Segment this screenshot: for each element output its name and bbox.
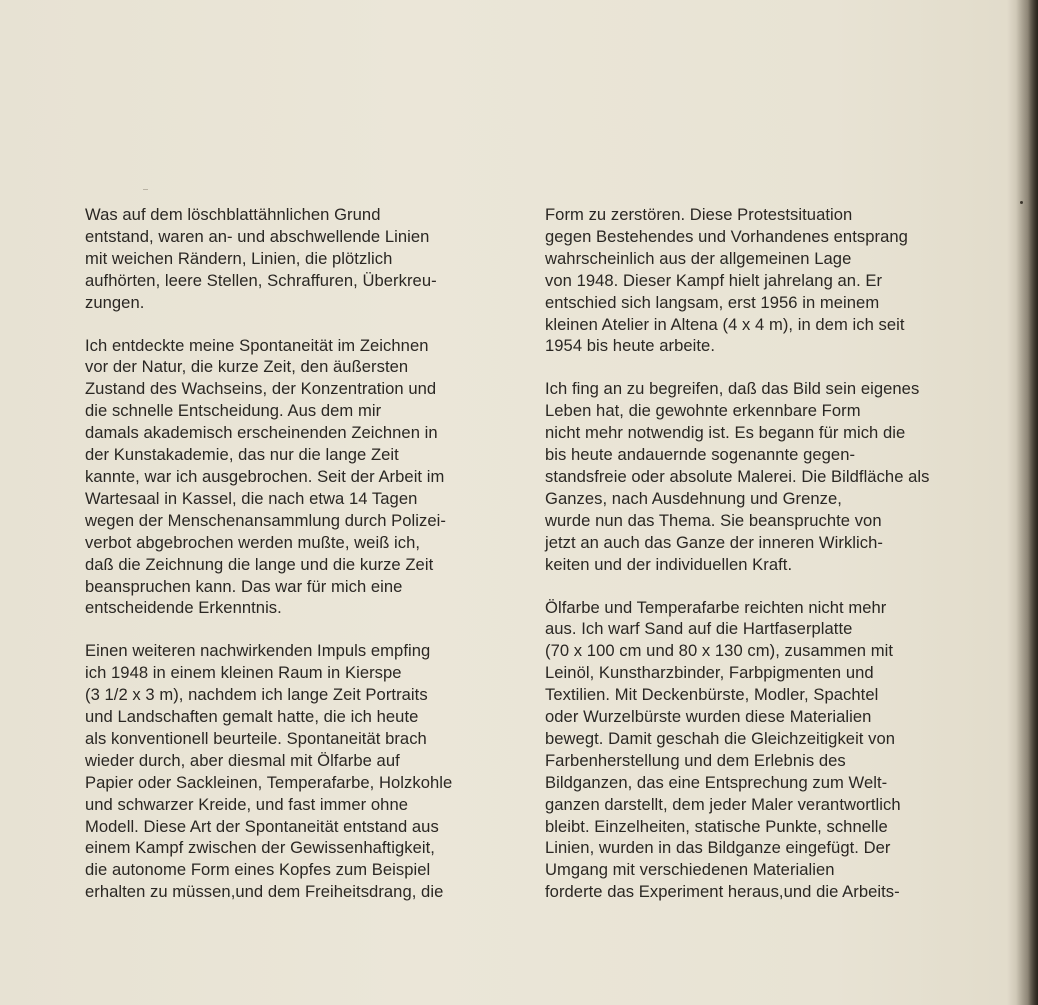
right-text-column (545, 204, 1005, 924)
text-line: Was auf dem löschblattähnlichen Grund (85, 205, 381, 224)
text-line: (3 1/2 x 3 m), nachdem ich lange Zeit Portraits (85, 685, 428, 705)
text-line: einem Kampf zwischen der Gewissenhaftigkeit, (85, 838, 435, 858)
text-line: Farbenherstellung und dem Erlebnis des (545, 750, 846, 770)
text-line: mit weichen Rändern, Linien, die plötzlich (85, 248, 393, 268)
text-line: Bildganzen, das eine Entsprechung zum Welt- (545, 772, 888, 792)
text-line: zungen. (85, 292, 145, 312)
text-line: Textilien. Mit Deckenbürste, Modler, Spachtel (545, 685, 879, 705)
text-line: (70 x 100 cm und 80 x 130 cm), zusammen mit (545, 641, 893, 661)
text-line: von 1948. Dieser Kampf hielt jahrelang an. Er (545, 270, 883, 290)
text-line: Form zu zerstören. Diese Protestsituation (545, 205, 853, 224)
text-line: Ich fing an zu begreifen, daß das Bild sein eigenes (545, 379, 920, 399)
text-line: die schnelle Entscheidung. Aus dem mir (85, 401, 382, 421)
text-line: und schwarzer Kreide, und fast immer ohne (85, 794, 409, 814)
text-line: kleinen Atelier in Altena (4 x 4 m), in dem ich seit (545, 314, 905, 334)
text-line: bis heute andauernde sogenannte gegen- (545, 445, 856, 465)
text-line: und Landschaften gemalt hatte, die ich heute (85, 707, 419, 727)
text-line: keiten und der individuellen Kraft. (545, 554, 793, 574)
paragraph (545, 204, 1005, 357)
text-line: ich 1948 in einem kleinen Raum in Kierspe (85, 663, 402, 683)
text-line: forderte das Experiment heraus,und die Arbeits- (545, 882, 900, 902)
text-line: vor der Natur, die kurze Zeit, den äußersten (85, 357, 409, 377)
text-line: Ich entdeckte meine Spontaneität im Zeichnen (85, 335, 429, 355)
text-line: ganzen darstellt, dem jeder Maler verantwortlich (545, 794, 901, 814)
text-line: wegen der Menschenansammlung durch Polizei- (85, 510, 446, 530)
text-line: Ganzes, nach Ausdehnung und Grenze, (545, 488, 842, 508)
text-line: Umgang mit verschiedenen Materialien (545, 860, 835, 880)
text-line: Papier oder Sackleinen, Temperafarbe, Holzkohle (85, 772, 453, 792)
text-line: Leinöl, Kunstharzbinder, Farbpigmenten und (545, 663, 874, 683)
text-line: oder Wurzelbürste wurden diese Materialien (545, 707, 872, 727)
text-line: Leben hat, die gewohnte erkennbare Form (545, 401, 861, 421)
text-line: Zustand des Wachseins, der Konzentration und (85, 379, 437, 399)
text-line: der Kunstakademie, das nur die lange Zeit (85, 445, 399, 465)
text-line: verbot abgebrochen werden mußte, weiß ich, (85, 532, 421, 552)
paper-speck (143, 189, 148, 190)
text-line: wurde nun das Thema. Sie beanspruchte von (545, 510, 882, 530)
text-line: kannte, war ich ausgebrochen. Seit der Arbeit im (85, 466, 445, 486)
paragraph (85, 204, 555, 314)
text-line: bleibt. Einzelheiten, statische Punkte, schnelle (545, 816, 888, 836)
text-line: bewegt. Damit geschah die Gleichzeitigkeit von (545, 728, 896, 748)
paragraph (545, 597, 1005, 904)
text-line: wieder durch, aber diesmal mit Ölfarbe auf (85, 750, 400, 770)
text-line: Einen weiteren nachwirkenden Impuls empfing (85, 641, 431, 661)
text-line: beanspruchen kann. Das war für mich eine (85, 576, 403, 596)
text-line: die autonome Form eines Kopfes zum Beispiel (85, 860, 431, 880)
text-line: daß die Zeichnung die lange und die kurze Zeit (85, 554, 434, 574)
text-line: nicht mehr notwendig ist. Es begann für mich die (545, 423, 906, 443)
text-line: jetzt an auch das Ganze der inneren Wirklich- (545, 532, 883, 552)
paragraph (85, 335, 555, 620)
text-line: aufhörten, leere Stellen, Schraffuren, Überkreu- (85, 270, 437, 290)
paragraph (85, 640, 555, 903)
paragraph (545, 378, 1005, 575)
text-line: damals akademisch erscheinenden Zeichnen in (85, 423, 438, 443)
text-line: erhalten zu müssen,und dem Freiheitsdrang, die (85, 882, 444, 902)
text-line: Linien, wurden in das Bildganze eingefügt. Der (545, 838, 891, 858)
text-line: Wartesaal in Kassel, die nach etwa 14 Tagen (85, 488, 418, 508)
text-line: Modell. Diese Art der Spontaneität entstand aus (85, 816, 439, 836)
text-line: entschied sich langsam, erst 1956 in meinem (545, 292, 880, 312)
text-line: wahrscheinlich aus der allgemeinen Lage (545, 248, 852, 268)
text-line: aus. Ich warf Sand auf die Hartfaserplatte (545, 619, 853, 639)
text-line: 1954 bis heute arbeite. (545, 336, 715, 356)
text-line: Ölfarbe und Temperafarbe reichten nicht mehr (545, 597, 887, 617)
text-line: entstand, waren an- und abschwellende Linien (85, 226, 430, 246)
left-text-column (85, 204, 555, 924)
text-line: als konventionell beurteile. Spontaneität brach (85, 728, 427, 748)
text-line: gegen Bestehendes und Vorhandenes entsprang (545, 226, 908, 246)
book-gutter-shadow (1016, 0, 1038, 1005)
text-line: standsfreie oder absolute Malerei. Die Bildfläche als (545, 466, 930, 486)
text-line: entscheidende Erkenntnis. (85, 598, 282, 618)
